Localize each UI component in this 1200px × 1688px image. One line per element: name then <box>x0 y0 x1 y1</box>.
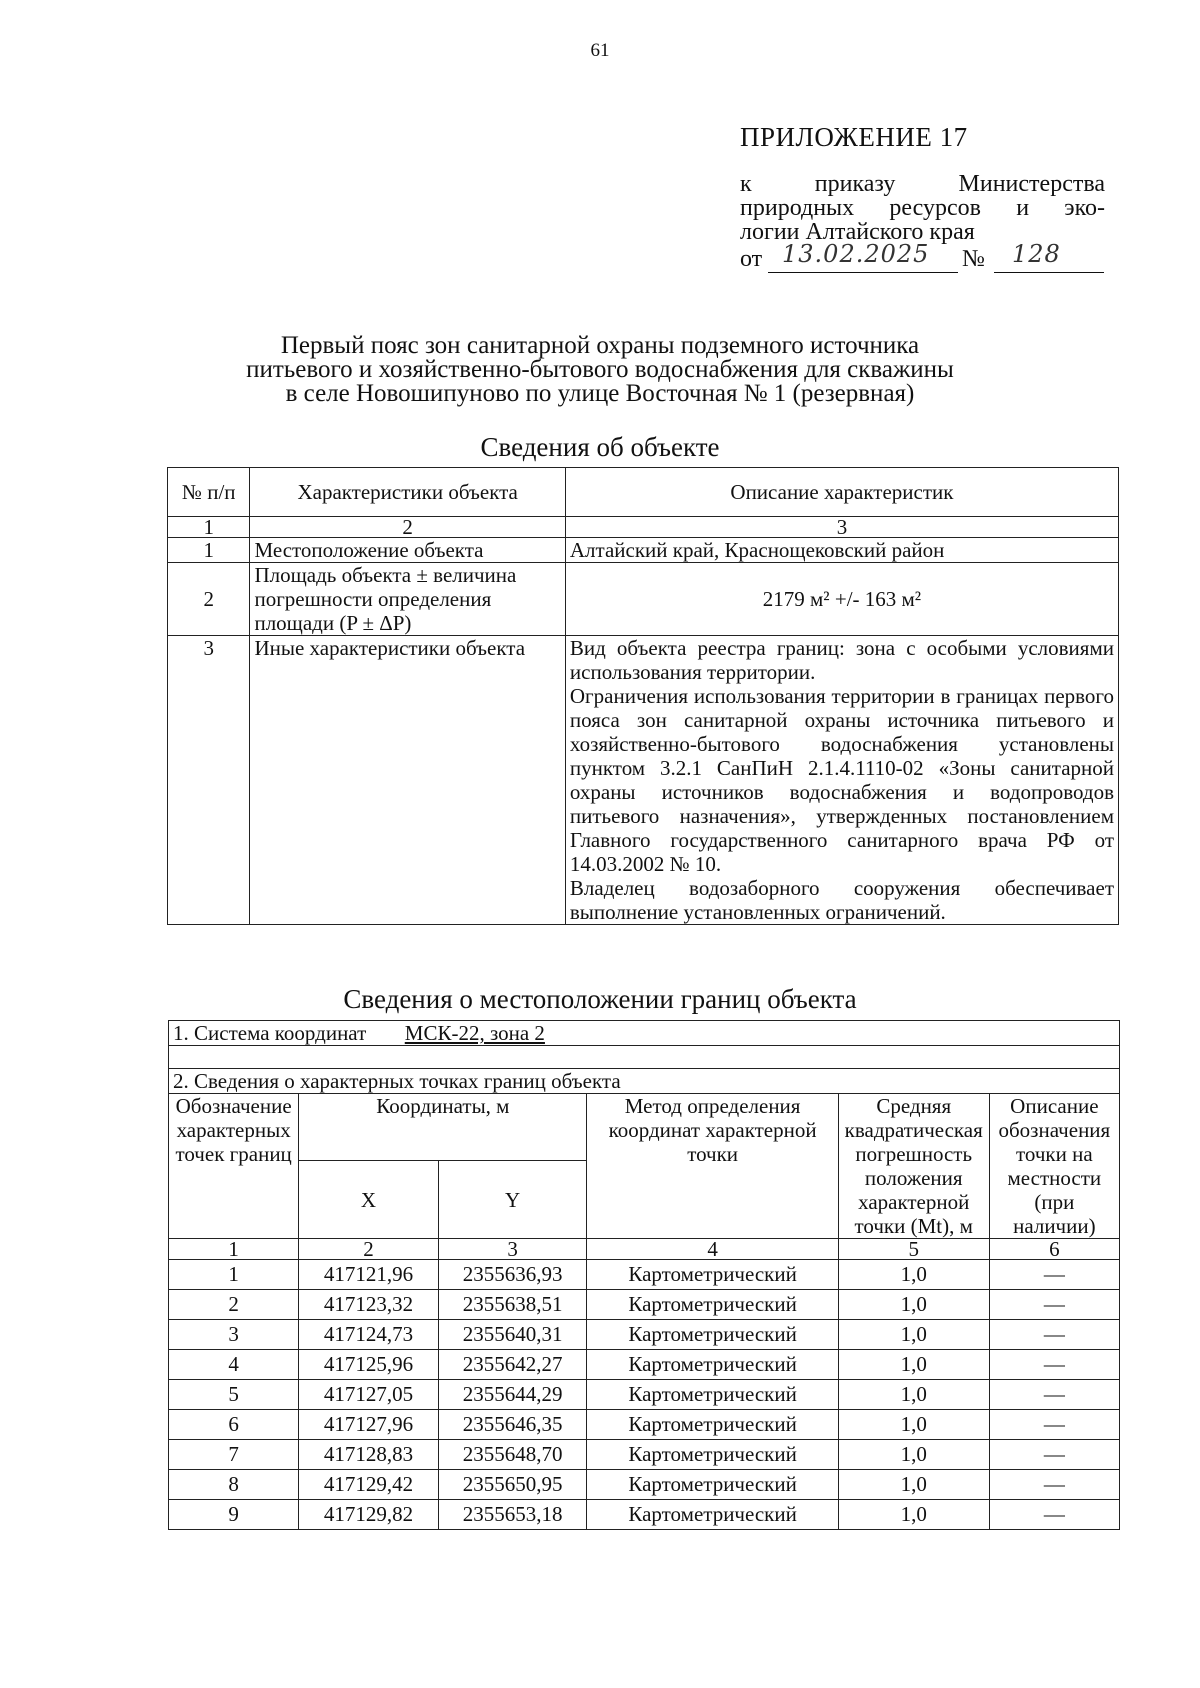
col-index: 3 <box>565 517 1118 538</box>
order-number-label: № <box>962 246 985 272</box>
object-info-heading: Сведения об объекте <box>480 432 720 462</box>
point-error: 1,0 <box>838 1410 989 1440</box>
point-y: 2355650,95 <box>438 1470 587 1500</box>
point-id: 7 <box>169 1440 299 1470</box>
point-x: 417125,96 <box>299 1350 438 1380</box>
point-y: 2355638,51 <box>438 1290 587 1320</box>
title-line: питьевого и хозяйственно-бытового водоснабжения для скважины <box>246 356 954 383</box>
point-x: 417127,05 <box>299 1380 438 1410</box>
table-row <box>169 1500 1120 1530</box>
point-description: — <box>989 1500 1119 1530</box>
empty-row <box>169 1046 1120 1069</box>
coord-system-label: 1. Система координат <box>173 1021 367 1045</box>
point-id: 1 <box>169 1260 299 1290</box>
col-header-error: Средняя квадратическая погрешность положения характерной точки (Mt), м <box>838 1094 989 1239</box>
table-row <box>169 1260 1120 1290</box>
point-y: 2355653,18 <box>438 1500 587 1530</box>
row-name: Иные характеристики объекта <box>250 636 565 925</box>
point-description: — <box>989 1410 1119 1440</box>
col-index: 2 <box>299 1239 438 1260</box>
order-number-handwritten: 128 <box>1012 240 1061 268</box>
point-description: — <box>989 1320 1119 1350</box>
point-error: 1,0 <box>838 1260 989 1290</box>
point-description: — <box>989 1470 1119 1500</box>
point-x: 417129,82 <box>299 1500 438 1530</box>
col-index: 1 <box>169 1239 299 1260</box>
point-method: Картометрический <box>587 1350 838 1380</box>
point-description: — <box>989 1290 1119 1320</box>
point-id: 3 <box>169 1320 299 1350</box>
order-date-handwritten: 13.02.2025 <box>782 240 930 268</box>
point-error: 1,0 <box>838 1380 989 1410</box>
table-row <box>169 1350 1120 1380</box>
point-error: 1,0 <box>838 1290 989 1320</box>
point-error: 1,0 <box>838 1440 989 1470</box>
appendix-reference <box>740 172 1105 244</box>
point-error: 1,0 <box>838 1500 989 1530</box>
point-description: — <box>989 1440 1119 1470</box>
description-paragraph: Вид объекта реестра границ: зона с особыми условиями использования территории. <box>569 636 1114 684</box>
points-body <box>169 1260 1120 1530</box>
point-id: 8 <box>169 1470 299 1500</box>
col-header-y: Y <box>438 1161 587 1239</box>
col-index: 3 <box>438 1239 587 1260</box>
col-header-description: Описание обозначения точки на местности (при наличии) <box>989 1094 1119 1239</box>
point-x: 417128,83 <box>299 1440 438 1470</box>
point-y: 2355642,27 <box>438 1350 587 1380</box>
point-y: 2355636,93 <box>438 1260 587 1290</box>
coord-system-row <box>169 1021 1120 1046</box>
point-method: Картометрический <box>587 1410 838 1440</box>
point-description: — <box>989 1350 1119 1380</box>
col-header-x: X <box>299 1161 438 1239</box>
point-x: 417123,32 <box>299 1290 438 1320</box>
point-method: Картометрический <box>587 1500 838 1530</box>
table-row <box>169 1290 1120 1320</box>
point-method: Картометрический <box>587 1440 838 1470</box>
row-name: Местоположение объекта <box>250 538 565 563</box>
col-header-description: Описание характеристик <box>565 468 1118 517</box>
order-prefix: от <box>740 246 763 272</box>
point-method: Картометрический <box>587 1380 838 1410</box>
page-number: 61 <box>590 40 610 61</box>
coord-system-value: МСК-22, зона 2 <box>404 1021 545 1045</box>
point-description: — <box>989 1380 1119 1410</box>
table-row <box>168 563 1119 636</box>
point-id: 6 <box>169 1410 299 1440</box>
table-row <box>169 1320 1120 1350</box>
appendix-line: природных ресурсов и эко- <box>740 195 1105 221</box>
point-x: 417129,42 <box>299 1470 438 1500</box>
boundary-points-table <box>168 1020 1120 1530</box>
table-row <box>169 1470 1120 1500</box>
col-header-point: Обозначение характерных точек границ <box>169 1094 299 1239</box>
point-method: Картометрический <box>587 1470 838 1500</box>
point-x: 417121,96 <box>299 1260 438 1290</box>
col-header-number: № п/п <box>168 468 250 517</box>
row-number: 3 <box>168 636 250 925</box>
table-row <box>168 538 1119 563</box>
order-line <box>740 240 1105 276</box>
point-error: 1,0 <box>838 1320 989 1350</box>
point-x: 417124,73 <box>299 1320 438 1350</box>
table-row <box>169 1380 1120 1410</box>
row-number: 1 <box>168 538 250 563</box>
point-error: 1,0 <box>838 1350 989 1380</box>
point-description: — <box>989 1260 1119 1290</box>
title-line: в селе Новошипуново по улице Восточная № 1 (резервная) <box>285 380 915 407</box>
col-header-coords: Координаты, м <box>299 1094 587 1161</box>
table-row <box>169 1440 1120 1470</box>
point-y: 2355644,29 <box>438 1380 587 1410</box>
point-error: 1,0 <box>838 1470 989 1500</box>
col-index: 4 <box>587 1239 838 1260</box>
row-number: 2 <box>168 563 250 636</box>
point-method: Картометрический <box>587 1320 838 1350</box>
boundaries-heading: Сведения о местоположении границ объекта <box>343 984 857 1014</box>
point-x: 417127,96 <box>299 1410 438 1440</box>
col-header-method: Метод определения координат характерной точки <box>587 1094 838 1239</box>
description-paragraph: Владелец водозаборного сооружения обеспечивает выполнение установленных ограничений. <box>569 876 1114 924</box>
point-method: Картометрический <box>587 1290 838 1320</box>
point-method: Картометрический <box>587 1260 838 1290</box>
appendix-title: ПРИЛОЖЕНИЕ 17 <box>740 122 968 152</box>
col-index: 5 <box>838 1239 989 1260</box>
point-id: 5 <box>169 1380 299 1410</box>
title-line: Первый пояс зон санитарной охраны подземного источника <box>280 332 920 359</box>
row-description: Алтайский край, Краснощековский район <box>565 538 1118 563</box>
object-info-table <box>167 467 1119 925</box>
appendix-line: логии Алтайского края <box>740 219 975 245</box>
document-title <box>0 334 1200 406</box>
point-y: 2355646,35 <box>438 1410 587 1440</box>
row-description: 2179 м² +/- 163 м² <box>565 563 1118 636</box>
col-index: 1 <box>168 517 250 538</box>
points-section-label: 2. Сведения о характерных точках границ объекта <box>169 1069 1120 1094</box>
row-name: Площадь объекта ± величина погрешности определения площади (P ± ΔP) <box>250 563 565 636</box>
description-paragraph: Ограничения использования территории в границах первого пояса зон санитарной охраны источника питьевого и хозяйственно-бытового водоснабжения установлены пунктом 3.2.1 СанПиН 2.1.4.1110-02 «Зоны санитарной охраны источников водоснабжения и водопроводов питьевого назначения», утвержденных постановлением Главного государственного санитарного врача РФ от 14.03.2002 № 10. <box>569 684 1114 876</box>
appendix-line: к приказу Министерства <box>740 171 1105 197</box>
col-index: 2 <box>250 517 565 538</box>
col-index: 6 <box>989 1239 1119 1260</box>
point-y: 2355648,70 <box>438 1440 587 1470</box>
col-header-characteristics: Характеристики объекта <box>250 468 565 517</box>
table-row <box>169 1410 1120 1440</box>
table-row <box>168 636 1119 925</box>
point-id: 9 <box>169 1500 299 1530</box>
point-y: 2355640,31 <box>438 1320 587 1350</box>
point-id: 2 <box>169 1290 299 1320</box>
point-id: 4 <box>169 1350 299 1380</box>
row-description <box>565 636 1118 925</box>
